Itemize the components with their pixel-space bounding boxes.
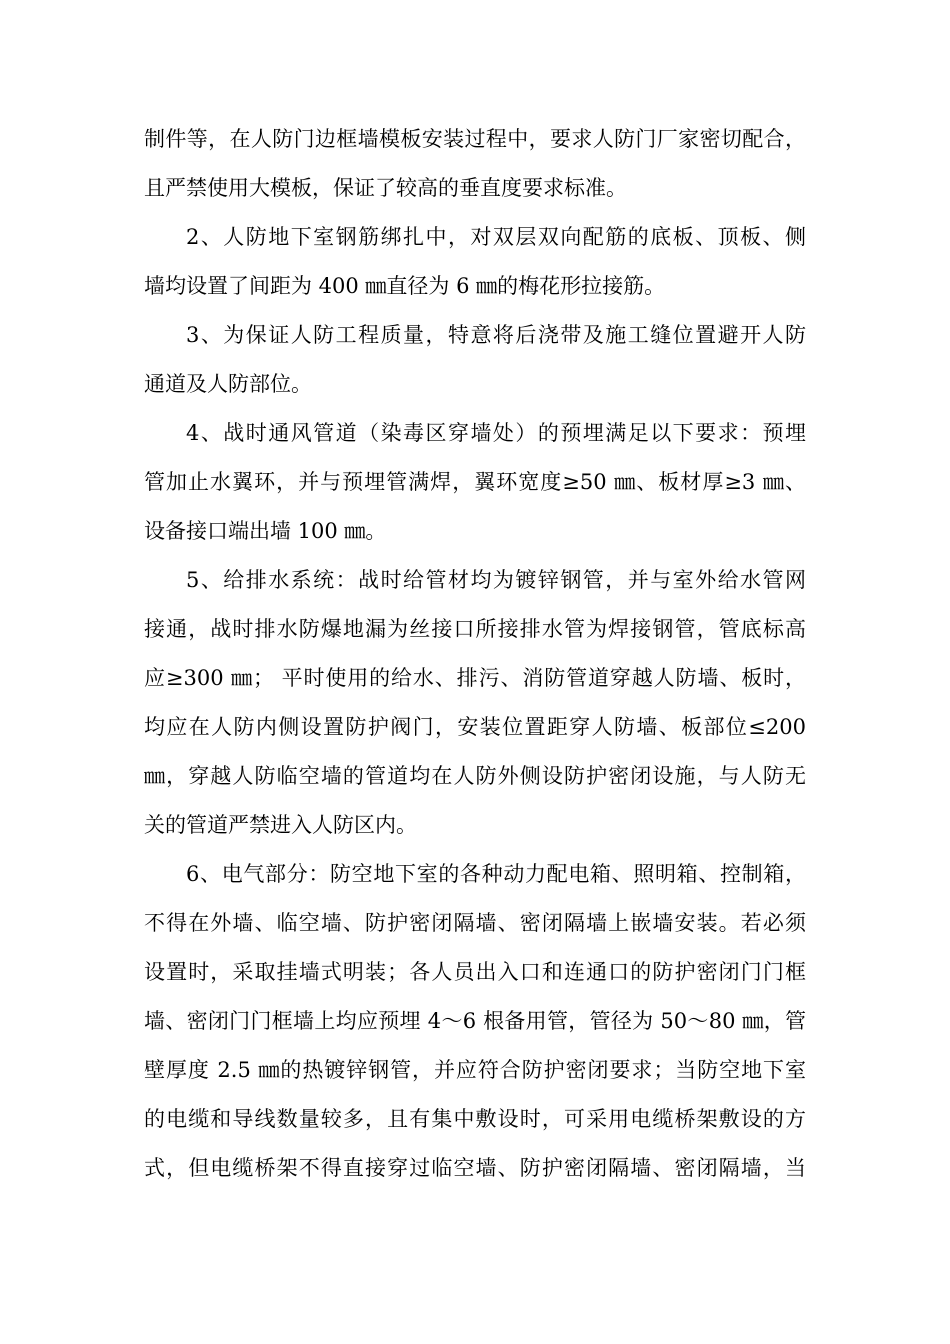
paragraph-5-start: 5、给排水系统：战时给管材均为镀锌钢管，并与室外给水管网 — [186, 568, 806, 592]
text-line: 应≥300 ㎜； 平时使用的给水、排污、消防管道穿越人防墙、板时， — [144, 666, 806, 690]
text-line: 设置时，采取挂墙式明装；各人员出入口和连通口的防护密闭门门框 — [144, 960, 806, 984]
text-line: 关的管道严禁进入人防区内。 — [144, 813, 417, 837]
paragraph-6-start: 6、电气部分：防空地下室的各种动力配电箱、照明箱、控制箱， — [186, 862, 806, 886]
text-line: 壁厚度 2.5 ㎜的热镀锌钢管，并应符合防护密闭要求；当防空地下室 — [144, 1058, 806, 1082]
text-line: 制件等，在人防门边框墙模板安装过程中，要求人防门厂家密切配合， — [144, 127, 806, 151]
text-line: 的电缆和导线数量较多，且有集中敷设时，可采用电缆桥架敷设的方 — [144, 1107, 806, 1131]
text-line: 设备接口端出墙 100 ㎜。 — [144, 519, 387, 543]
paragraph-4-start: 4、战时通风管道（染毒区穿墙处）的预埋满足以下要求：预埋 — [186, 421, 806, 445]
text-line: 不得在外墙、临空墙、防护密闭隔墙、密闭隔墙上嵌墙安装。若必须 — [144, 911, 806, 935]
text-line: 均应在人防内侧设置防护阀门，安装位置距穿人防墙、板部位≤200 — [144, 715, 806, 739]
body-text — [144, 115, 806, 1193]
text-line: 墙、密闭门门框墙上均应预埋 4～6 根备用管，管径为 50～80 ㎜，管 — [144, 1009, 806, 1033]
text-line: ㎜，穿越人防临空墙的管道均在人防外侧设防护密闭设施，与人防无 — [144, 764, 806, 788]
paragraph-3-start: 3、为保证人防工程质量，特意将后浇带及施工缝位置避开人防 — [186, 323, 806, 347]
text-line: 墙均设置了间距为 400 ㎜直径为 6 ㎜的梅花形拉接筋。 — [144, 274, 666, 298]
text-line: 管加止水翼环，并与预埋管满焊，翼环宽度≥50 ㎜、板材厚≥3 ㎜、 — [144, 470, 806, 494]
text-line: 且严禁使用大模板，保证了较高的垂直度要求标准。 — [144, 176, 627, 200]
text-line: 接通，战时排水防爆地漏为丝接口所接排水管为焊接钢管，管底标高 — [144, 617, 806, 641]
text-line: 通道及人防部位。 — [144, 372, 312, 396]
paragraph-2-start: 2、人防地下室钢筋绑扎中，对双层双向配筋的底板、顶板、侧 — [186, 225, 806, 249]
text-line: 式，但电缆桥架不得直接穿过临空墙、防护密闭隔墙、密闭隔墙，当 — [144, 1156, 806, 1180]
